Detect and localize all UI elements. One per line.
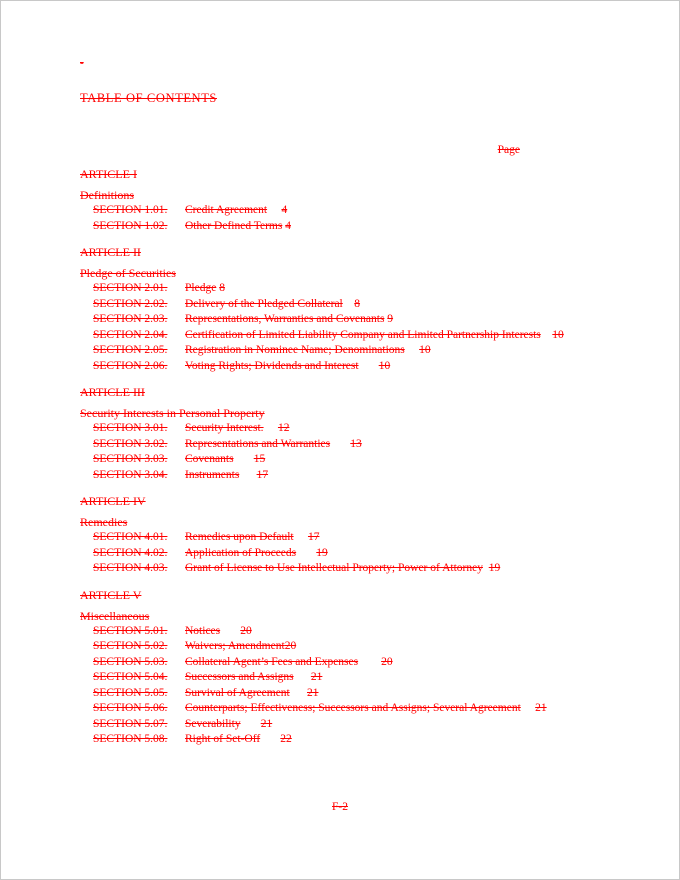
- page-column-label: Page: [497, 144, 520, 156]
- section-title: Waivers; Amendment: [185, 640, 285, 652]
- section-title: Voting Rights; Dividends and Interest: [185, 359, 359, 372]
- section-number: SECTION 1.02.: [93, 219, 168, 232]
- section-number: SECTION 5.07.: [93, 717, 168, 730]
- toc-entry[interactable]: [80, 655, 600, 671]
- section-number: SECTION 5.06.: [93, 702, 168, 714]
- section-title: Delivery of the Pledged Collateral: [185, 297, 343, 310]
- toc-entry[interactable]: [80, 359, 600, 375]
- toc-entry[interactable]: [80, 452, 600, 468]
- toc-entry[interactable]: [80, 732, 600, 748]
- toc-entry[interactable]: [80, 328, 600, 344]
- section-number: SECTION 5.01.: [93, 624, 168, 637]
- section-title: Right of Set-Off: [185, 733, 261, 745]
- section-title: Certification of Limited Liability Company and Limited Partnership Interests: [185, 328, 541, 341]
- toc-entry[interactable]: [80, 297, 600, 313]
- toc-entry[interactable]: [80, 281, 600, 297]
- article-label-2: ARTICLE II: [80, 245, 141, 259]
- article-label-4: ARTICLE IV: [80, 494, 146, 508]
- article-4-sections: [80, 530, 600, 577]
- article-heading-5: Miscellaneous: [80, 608, 150, 623]
- section-number: SECTION 2.03.: [93, 313, 168, 325]
- section-title: Covenants: [185, 453, 234, 465]
- article-5-sections: [80, 624, 600, 748]
- section-page: 19: [488, 562, 501, 574]
- section-number: SECTION 3.02.: [93, 437, 168, 450]
- article-2-sections: [80, 281, 600, 374]
- section-title: Notices: [185, 624, 221, 637]
- section-title: Counterparts; Effectiveness; Successors and Assigns; Several Agreement: [185, 702, 521, 714]
- section-number: SECTION 1.01.: [93, 204, 168, 216]
- section-title: Survival of Agreement: [185, 686, 290, 699]
- toc-entry[interactable]: [80, 343, 600, 359]
- section-title: Pledge: [185, 282, 217, 294]
- section-number: SECTION 2.01.: [93, 282, 168, 294]
- section-title: Security Interest.: [185, 422, 264, 434]
- section-number: SECTION 3.04.: [93, 468, 168, 481]
- section-number: SECTION 4.01.: [93, 531, 168, 543]
- section-page: 4: [281, 204, 288, 216]
- toc-entry[interactable]: [80, 717, 600, 733]
- section-number: SECTION 3.03.: [93, 453, 168, 465]
- section-title: Application of Proceeds: [185, 546, 297, 559]
- section-page: 10: [552, 328, 564, 341]
- section-page: 10: [419, 344, 431, 356]
- section-page: 20: [284, 640, 297, 652]
- article-heading-2: Pledge of Securities: [80, 266, 176, 280]
- section-number: SECTION 2.02.: [93, 297, 168, 310]
- section-page: 17: [307, 531, 320, 543]
- article-heading-1: Definitions: [80, 188, 134, 202]
- toc-entry[interactable]: [80, 203, 600, 219]
- section-title: Collateral Agent’s Fees and Expenses: [185, 655, 359, 668]
- section-number: SECTION 2.04.: [93, 328, 168, 341]
- leading-dash: -: [80, 57, 84, 69]
- article-label-1: ARTICLE I: [80, 167, 137, 181]
- section-page: 22: [280, 733, 292, 745]
- section-number: SECTION 5.05.: [93, 686, 168, 699]
- section-page: 13: [350, 437, 362, 450]
- section-page: 21: [260, 717, 273, 730]
- section-title: Severability: [185, 717, 241, 730]
- article-1-sections: [80, 203, 600, 234]
- section-page: 9: [387, 313, 394, 325]
- section-page: 20: [381, 655, 393, 668]
- section-number: SECTION 5.04.: [93, 671, 168, 683]
- section-page: 17: [256, 468, 269, 481]
- section-title: Remedies upon Default: [185, 531, 294, 543]
- section-title: Registration in Nominee Name; Denominations: [185, 344, 405, 356]
- section-page: 21: [535, 702, 547, 714]
- section-number: SECTION 4.02.: [93, 546, 168, 559]
- section-page: 8: [354, 297, 361, 310]
- toc-entry[interactable]: [80, 421, 600, 437]
- section-page: 19: [316, 546, 328, 559]
- footer-page-number: F-2: [332, 801, 348, 813]
- section-page: 20: [240, 624, 252, 637]
- table-of-contents: [80, 57, 600, 748]
- section-title: Grant of License to Use Intellectual Property; Power of Attorney: [185, 562, 483, 574]
- page-column-header: [80, 144, 600, 156]
- article-heading-3: Security Interests in Personal Property: [80, 406, 265, 420]
- section-page: 4: [285, 219, 291, 232]
- section-number: SECTION 2.05.: [93, 344, 168, 356]
- section-page: 21: [307, 686, 319, 699]
- section-page: 10: [378, 359, 391, 372]
- toc-entry[interactable]: [80, 546, 600, 562]
- toc-entry[interactable]: [80, 624, 600, 640]
- section-number: SECTION 5.02.: [93, 640, 168, 652]
- section-title: Representations and Warranties: [185, 437, 331, 450]
- section-number: SECTION 5.03.: [93, 655, 168, 668]
- toc-entry[interactable]: [80, 530, 600, 546]
- section-title: Credit Agreement: [185, 204, 268, 216]
- article-heading-4: Remedies: [80, 515, 128, 529]
- toc-entry[interactable]: [80, 468, 600, 484]
- section-number: SECTION 5.08.: [93, 733, 168, 745]
- section-number: SECTION 3.01.: [93, 422, 168, 434]
- section-page: 8: [219, 282, 225, 294]
- toc-entry[interactable]: [80, 670, 600, 686]
- section-number: SECTION 4.03.: [93, 562, 168, 574]
- article-label-5: ARTICLE V: [80, 587, 142, 602]
- section-page: 21: [310, 671, 323, 683]
- toc-entry[interactable]: [80, 219, 600, 235]
- toc-entry[interactable]: [80, 561, 600, 577]
- toc-entry[interactable]: [80, 686, 600, 702]
- section-title: Other Defined Terms: [185, 219, 283, 232]
- section-title: Instruments: [185, 468, 240, 481]
- section-title: Representations, Warranties and Covenants: [185, 313, 385, 325]
- article-3-sections: [80, 421, 600, 483]
- toc-entry[interactable]: [80, 312, 600, 328]
- toc-entry[interactable]: [80, 437, 600, 453]
- section-page: 15: [253, 453, 266, 465]
- article-label-3: ARTICLE III: [80, 385, 145, 399]
- section-page: 12: [277, 422, 290, 434]
- section-number: SECTION 2.06.: [93, 359, 168, 372]
- toc-entry[interactable]: [80, 701, 600, 717]
- section-title: Successors and Assigns: [185, 671, 294, 683]
- toc-entry[interactable]: [80, 639, 600, 655]
- page-footer: [1, 801, 679, 813]
- page-title: TABLE OF CONTENTS: [80, 91, 217, 105]
